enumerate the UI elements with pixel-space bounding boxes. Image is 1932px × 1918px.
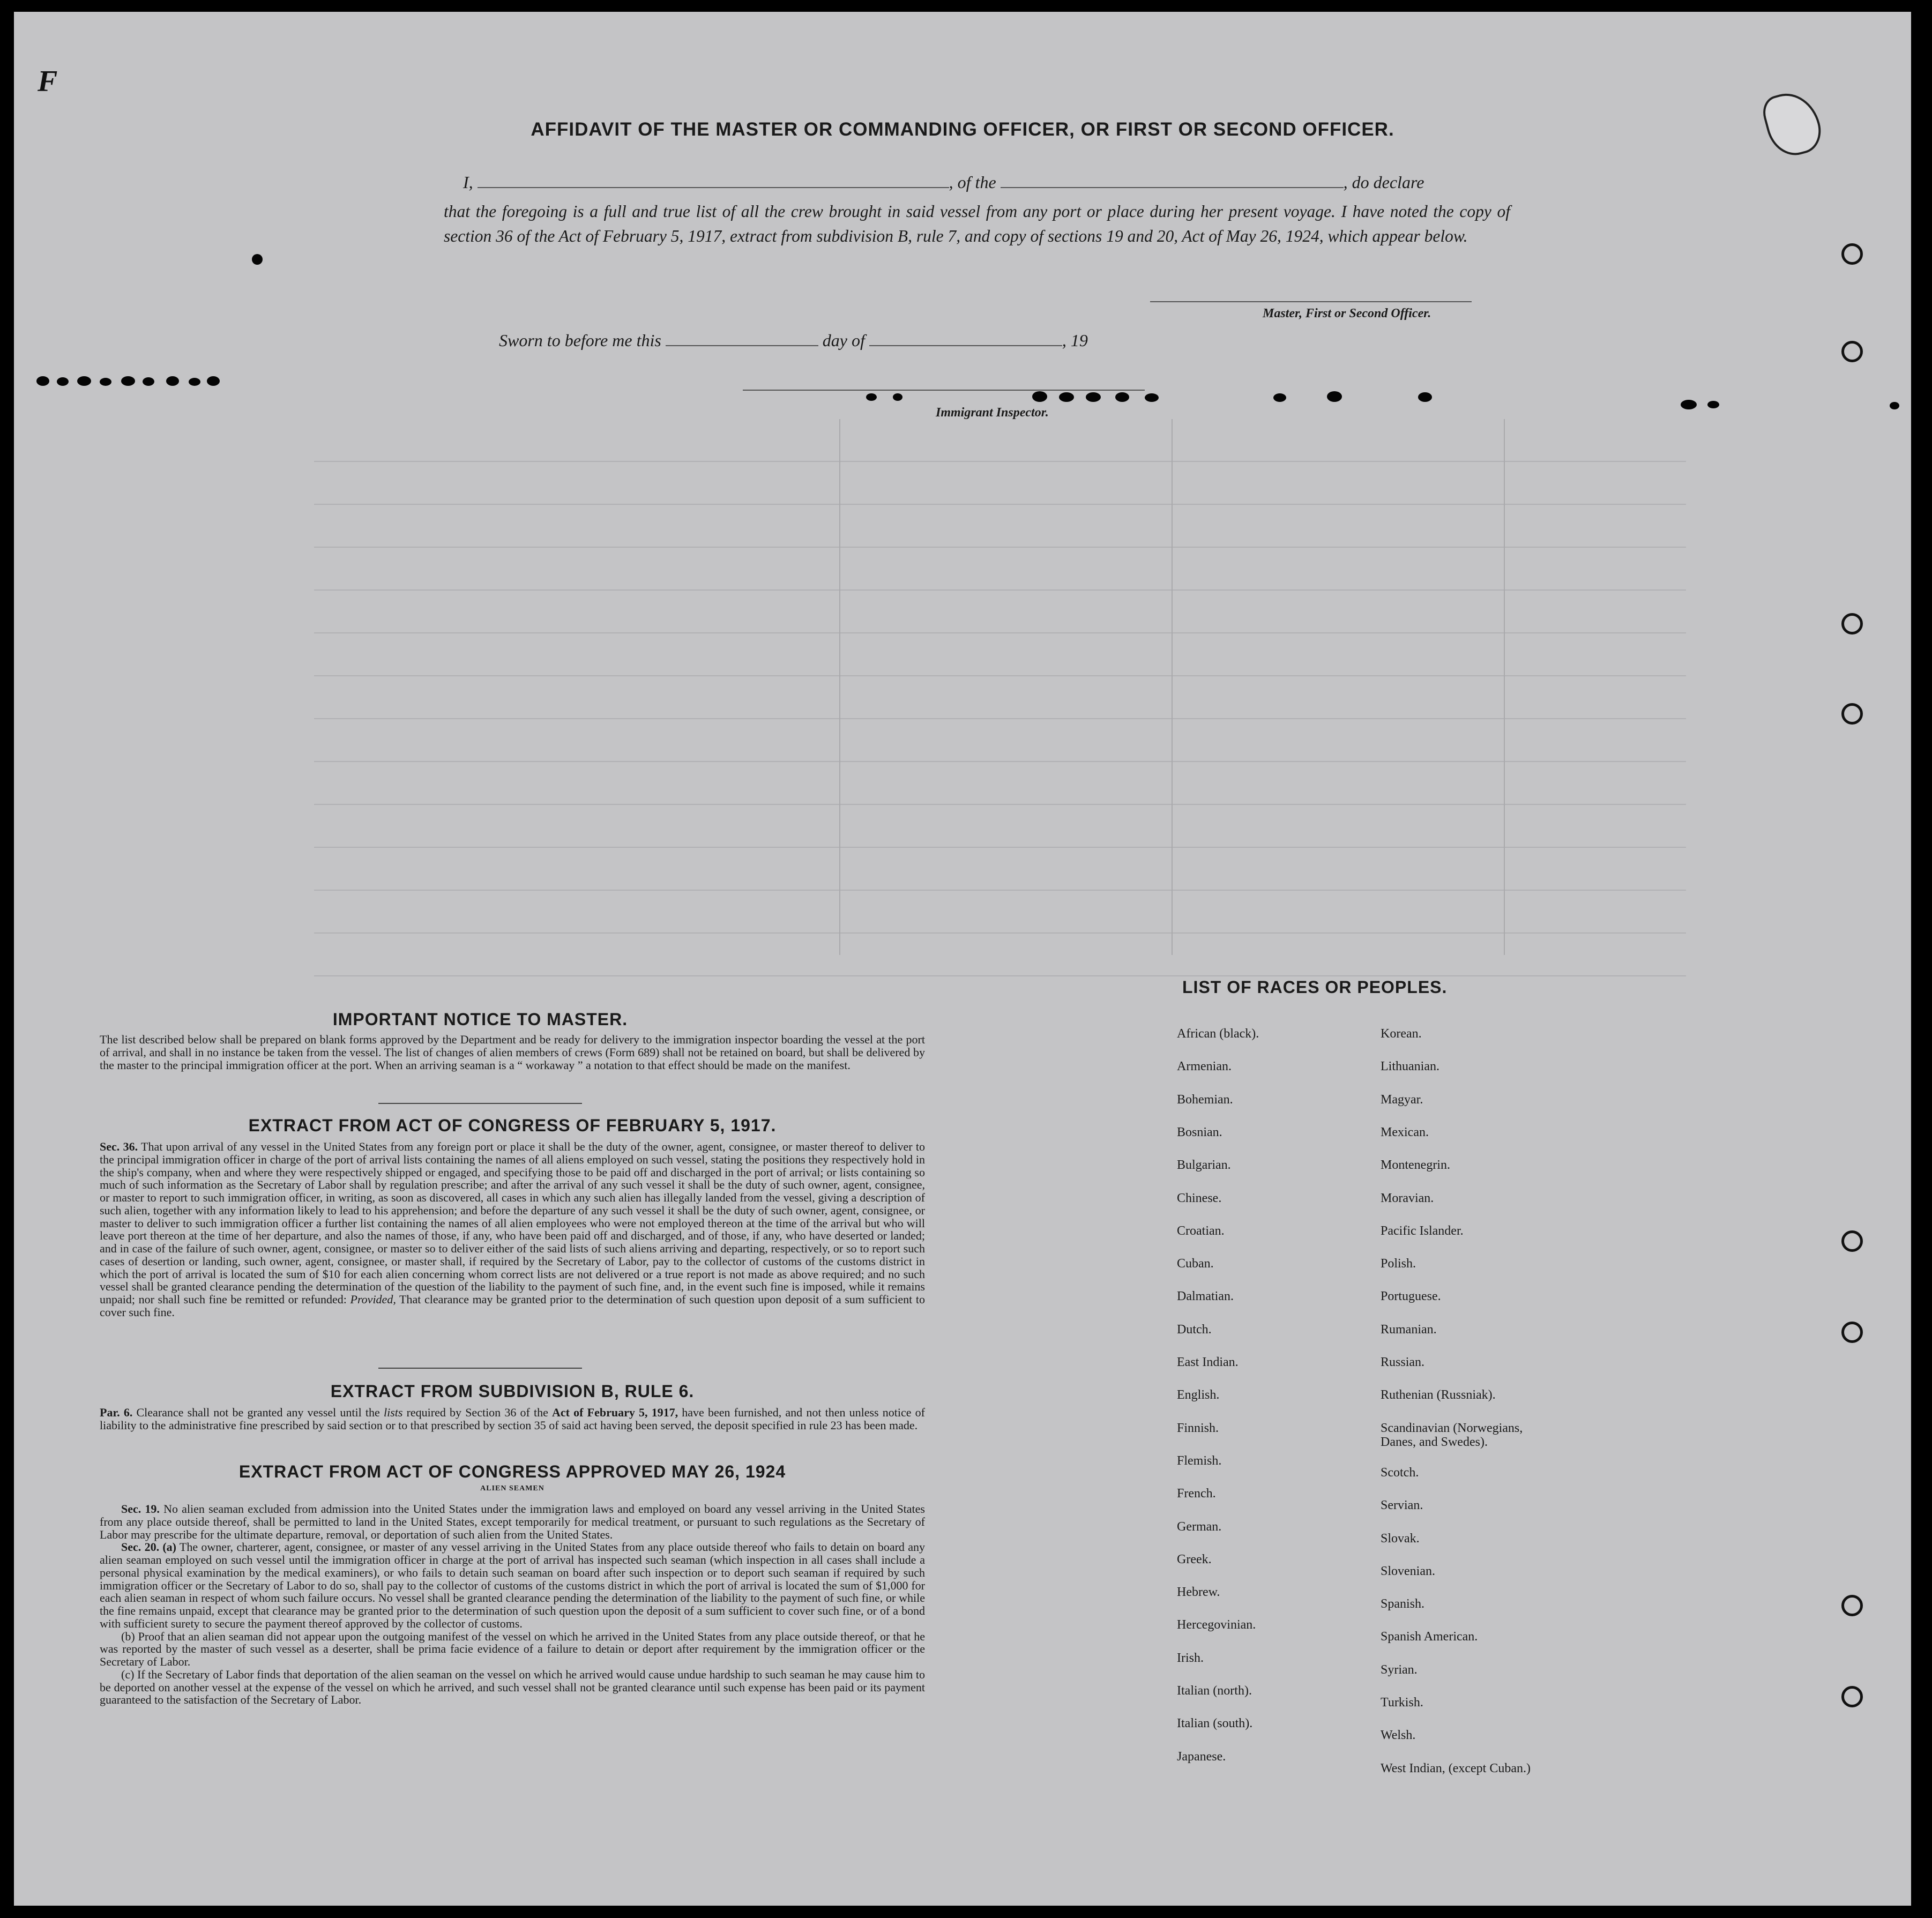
binding-hole — [1841, 243, 1863, 265]
notice-title: IMPORTANT NOTICE TO MASTER. — [332, 1010, 628, 1029]
sec20c-label: (c) — [121, 1667, 135, 1681]
inspector-signature-line[interactable] — [743, 390, 1145, 391]
extract1-proviso-label: Provided, — [350, 1293, 396, 1306]
race-item: Turkish. — [1381, 1696, 1423, 1710]
race-item: Polish. — [1381, 1257, 1416, 1271]
bleed-through-column-rule — [1504, 419, 1505, 955]
sworn-line — [499, 331, 1088, 350]
binding-hole — [1841, 1230, 1863, 1252]
affidavit-declaration-line — [463, 173, 1424, 192]
race-item: Montenegrin. — [1381, 1158, 1450, 1173]
race-item: Dalmatian. — [1177, 1289, 1234, 1304]
race-item: Moravian. — [1381, 1191, 1434, 1205]
extract2-text-b: required by Section 36 of the — [406, 1406, 548, 1419]
sec20c-text: If the Secretary of Labor finds that deportation of the alien seaman on the vessel on which he arrived would cause undue hardship to such seaman he may cause him to be deported on another vessel at the expense of the vessel on which he arrived, and such vessel shall not be granted clearance until such expense has been paid or its payment guaranteed to the satisfaction of the Secretary of Labor. — [100, 1667, 925, 1707]
extract2-act-ref: Act of February 5, 1917, — [552, 1406, 678, 1419]
race-item: Croatian. — [1177, 1223, 1225, 1238]
perforation-dot — [866, 393, 877, 401]
bleed-through-column-rule — [1172, 419, 1173, 955]
perforation-dot — [207, 376, 220, 386]
perforation-dot — [189, 378, 200, 386]
extract3-subtitle: ALIEN SEAMEN — [480, 1484, 544, 1492]
affidavit-body: that the foregoing is a full and true list of all the crew brought in said vessel from any port or place during her present voyage. I have noted the copy of section 36 of the Act of February 5, 1917, extract from subdivision B, rule 7, and copy of sections 19 and 20, Act of May 26, 1924, which appear below. — [444, 202, 1510, 245]
race-item: Spanish American. — [1381, 1630, 1478, 1644]
extract1-proviso: That clearance may be granted prior to the determination of such question upon deposit of a sum sufficient to cover such fine. — [100, 1293, 926, 1319]
perforation-dot — [1032, 391, 1047, 402]
binding-hole — [1841, 1595, 1863, 1616]
master-signature-caption: Master, First or Second Officer. — [1263, 307, 1431, 320]
perforation-dot — [77, 376, 91, 386]
sec19-text: No alien seaman excluded from admission into the United States under the immigration laws and employed on board any vessel arriving in the United States from any place outside thereof, shall be permitted to land in the United States, except temporarily for medical treatment, or pursuant to such regulations as the Secretary of Labor may prescribe for the ultimate departure, removal, or deportation of such alien from the United States. — [100, 1502, 925, 1541]
race-item: Irish. — [1177, 1651, 1204, 1665]
perforation-dot — [1327, 391, 1342, 402]
race-item: Flemish. — [1177, 1453, 1222, 1468]
race-item: Chinese. — [1177, 1191, 1222, 1205]
binding-hole — [1841, 613, 1863, 635]
affidavit-title: AFFIDAVIT OF THE MASTER OR COMMANDING OFFICER, OR FIRST OR SECOND OFFICER. — [531, 119, 1394, 140]
race-item: Syrian. — [1381, 1662, 1418, 1677]
race-item: East Indian. — [1177, 1355, 1239, 1369]
divider — [378, 1368, 582, 1369]
sworn-prefix: Sworn to before me this — [499, 331, 661, 350]
race-item: Spanish. — [1381, 1597, 1425, 1611]
sworn-day-field[interactable] — [666, 345, 818, 346]
race-item: Mexican. — [1381, 1125, 1429, 1139]
sworn-day-label: day of — [822, 331, 865, 350]
extract2-body — [100, 1406, 925, 1432]
perforation-dot — [1115, 392, 1129, 402]
perforation-dot — [1890, 402, 1899, 409]
race-item: Lithuanian. — [1381, 1059, 1439, 1074]
perforation-dot — [121, 376, 135, 386]
sec20b-label: (b) — [121, 1629, 135, 1643]
inspector-caption: Immigrant Inspector. — [936, 406, 1049, 420]
divider — [378, 1103, 582, 1104]
extract2-lists-word: lists — [383, 1406, 403, 1419]
race-item: Bulgarian. — [1177, 1158, 1231, 1173]
perforation-dot — [893, 393, 902, 401]
affidavit-of-the-label: , of the — [949, 173, 996, 192]
affidavit-i-label: I, — [463, 173, 473, 192]
binding-hole — [1841, 703, 1863, 725]
perforation-dot — [1707, 401, 1719, 408]
extract2-title: EXTRACT FROM SUBDIVISION B, RULE 6. — [330, 1382, 695, 1401]
binding-hole — [1841, 1686, 1863, 1707]
race-item: Armenian. — [1177, 1059, 1232, 1074]
race-item: Finnish. — [1177, 1421, 1219, 1435]
races-list — [1177, 1027, 1713, 1798]
perforation-dot — [57, 377, 69, 386]
race-item: Magyar. — [1381, 1092, 1423, 1107]
extract1-text: That upon arrival of any vessel in the United States from any foreign port or place it shall be the duty of the owner, agent, consignee, or master thereof to deliver to the principal immigration officer in charge of the port of arrival lists containing the names of all aliens employed on such vessel, stating the positions they respectively hold in the ship's company, when and where they were respectively shipped or engaged, and specifying those to be paid off and discharged in the port of arrival; or lists containing so much of such information as the Secretary of Labor shall by regulation prescribe; and after the arrival of any such vessel it shall be the duty of such owner, agent, consignee, or master to report to such immigration officer, in writing, as soon as discovered, all cases in which any such alien has illegally landed from the vessel, giving a description of such alien, together with any information likely to lead to his apprehension; and before the departure of any such vessel it shall be the duty of such owner, agent, consignee, or master to deliver to such immigration officer a further list containing the names of all alien employees who were not employed thereon at the time of the arrival but who will leave port thereon at the time of her departure, and also the names of those, if any, who have been paid off and discharged, and of those, if any, who have deserted or landed; and in case of the failure of such owner, agent, consignee, or master so to deliver either of the said lists of such aliens arriving and departing, respectively, or so to report such cases of desertion or landing, such owner, agent, consignee, or master shall, if required by the Secretary of Labor, pay to the collector of customs of the customs district in which the port of arrival is located the sum of $10 for each alien concerning whom correct lists are not delivered or a true report is not made as above required; and no such vessel shall be granted clearance pending the determination of the question of the liability to the payment of such fine, and, in the event such fine is imposed, while it remains unpaid; nor shall such fine be remitted or refunded: — [100, 1140, 926, 1306]
race-item: Greek. — [1177, 1552, 1212, 1566]
master-signature-line[interactable] — [1150, 301, 1472, 302]
sec19-paragraph — [100, 1503, 925, 1541]
race-item: Ruthenian (Russniak). — [1381, 1388, 1496, 1402]
perforation-dot — [1681, 400, 1697, 409]
race-item: French. — [1177, 1487, 1216, 1501]
perforation-dot — [100, 378, 111, 386]
race-item: Japanese. — [1177, 1749, 1226, 1764]
sec20a-text: The owner, charterer, agent, consignee, or master of any vessel arriving in the United States from any place outside thereof who fails to detain on board any alien seaman employed on such vessel until the immigration officer in charge at the port of arrival has inspected such seaman (which inspection in all cases shall include a personal physical examination by the medical examiners), or who fails to detain such seaman on board after such inspection or to deport such seaman if required by such immigration officer or the Secretary of Labor to do so, shall pay to the collector of customs of the customs district in which the port of arrival is located the sum of $1,000 for each alien seaman in respect of whom such failure occurs. No vessel shall be granted clearance pending the determination of the liability to the payment of such fine, or while the fine remains unpaid, except that clearance may be granted prior to the determination of such question upon the deposit of a sum sufficient to cover such fine, or of a bond with sufficient surety to secure the payment thereof approved by the collector of customs. — [100, 1540, 925, 1630]
race-item: Italian (north). — [1177, 1684, 1252, 1698]
perforation-dot — [166, 376, 179, 386]
race-item: Welsh. — [1381, 1728, 1416, 1743]
sec20a-label: Sec. 20. (a) — [121, 1540, 177, 1554]
sworn-year-label: , 19 — [1062, 331, 1088, 350]
extract3-body — [100, 1503, 925, 1706]
race-item: Bosnian. — [1177, 1125, 1222, 1139]
race-item: English. — [1177, 1388, 1220, 1402]
races-title: LIST OF RACES OR PEOPLES. — [1182, 977, 1448, 997]
perforation-dot — [143, 377, 154, 386]
race-item: African (black). — [1177, 1027, 1259, 1041]
perforation-dot — [1145, 393, 1159, 402]
extract2-text-a: Clearance shall not be granted any vessel until the — [136, 1406, 380, 1419]
vessel-name-field[interactable] — [1001, 187, 1344, 188]
binding-hole — [1841, 341, 1863, 362]
extract2-par-label: Par. 6. — [100, 1406, 133, 1419]
race-item: Servian. — [1381, 1498, 1423, 1513]
sec20c-paragraph — [100, 1668, 925, 1706]
race-item: Pacific Islander. — [1381, 1223, 1464, 1238]
affidavit-declare-label: , do declare — [1343, 173, 1424, 192]
race-item: Scotch. — [1381, 1465, 1419, 1480]
race-item: West Indian, (except Cuban.) — [1381, 1761, 1531, 1775]
sec19-label: Sec. 19. — [121, 1502, 160, 1516]
bleed-through-column-rule — [839, 419, 840, 955]
race-item: Korean. — [1381, 1027, 1422, 1041]
extract1-body — [100, 1140, 925, 1319]
perforation-dot — [1273, 393, 1286, 402]
extract1-title: EXTRACT FROM ACT OF CONGRESS OF FEBRUARY 5, 1917. — [248, 1116, 777, 1135]
extract3-title: EXTRACT FROM ACT OF CONGRESS APPROVED MAY 26, 1924 — [238, 1462, 786, 1481]
race-item: Portuguese. — [1381, 1289, 1441, 1304]
sec20b-text: Proof that an alien seaman did not appear upon the outgoing manifest of the vessel on which he arrived in the United States from any place outside thereof, or that he was reported by the master of such vessel as a deserter, shall be prima facie evidence of a failure to detain or deport after requirement by the immigration officer or the Secretary of Labor. — [100, 1629, 926, 1668]
torn-corner — [1759, 86, 1826, 161]
race-item: Hercegovinian. — [1177, 1618, 1256, 1632]
extract2-text-c: have been furnished, and not then unless notice of liability to the administrative fine prescribed by said section or to that prescribed by section 35 of said act having been served, the deposit specified in rule 23 has been made. — [100, 1406, 926, 1432]
sworn-month-field[interactable] — [869, 345, 1062, 346]
stray-ink-dot — [252, 254, 263, 265]
perforation-dot — [1086, 392, 1101, 402]
perforation-dot — [1418, 392, 1432, 402]
extract1-section-label: Sec. 36. — [100, 1140, 138, 1153]
perforation-dot — [36, 376, 49, 386]
race-item: Italian (south). — [1177, 1717, 1253, 1731]
document-page — [14, 12, 1911, 1906]
race-item: Slovenian. — [1381, 1564, 1435, 1578]
perforation-dot — [1059, 392, 1074, 402]
corner-mark: F — [38, 65, 58, 98]
binding-hole — [1841, 1322, 1863, 1343]
race-item: Scandinavian (Norwegians, Danes, and Swedes). — [1381, 1421, 1523, 1449]
bleed-through-table — [314, 419, 1686, 987]
race-item: Rumanian. — [1381, 1322, 1437, 1337]
master-name-field[interactable] — [478, 187, 949, 188]
race-item: German. — [1177, 1519, 1222, 1534]
notice-body: The list described below shall be prepared on blank forms approved by the Department and be ready for delivery to the immigration inspector boarding the vessel at the port of arrival, and shall in no instance be taken from the vessel. The list of changes of alien members of crews (Form 689) shall not be retained on board, but shall be delivered by the master to the principal immigration officer at the port. When an arriving seaman is a “ workaway ” a notation to that effect should be made on the manifest. — [100, 1033, 925, 1072]
race-item: Russian. — [1381, 1355, 1425, 1369]
race-item: Hebrew. — [1177, 1585, 1220, 1600]
sec20a-paragraph — [100, 1541, 925, 1630]
race-item: Bohemian. — [1177, 1092, 1233, 1107]
sec20b-paragraph — [100, 1630, 925, 1668]
race-item: Dutch. — [1177, 1322, 1212, 1337]
race-item: Cuban. — [1177, 1257, 1214, 1271]
race-item: Slovak. — [1381, 1531, 1420, 1546]
